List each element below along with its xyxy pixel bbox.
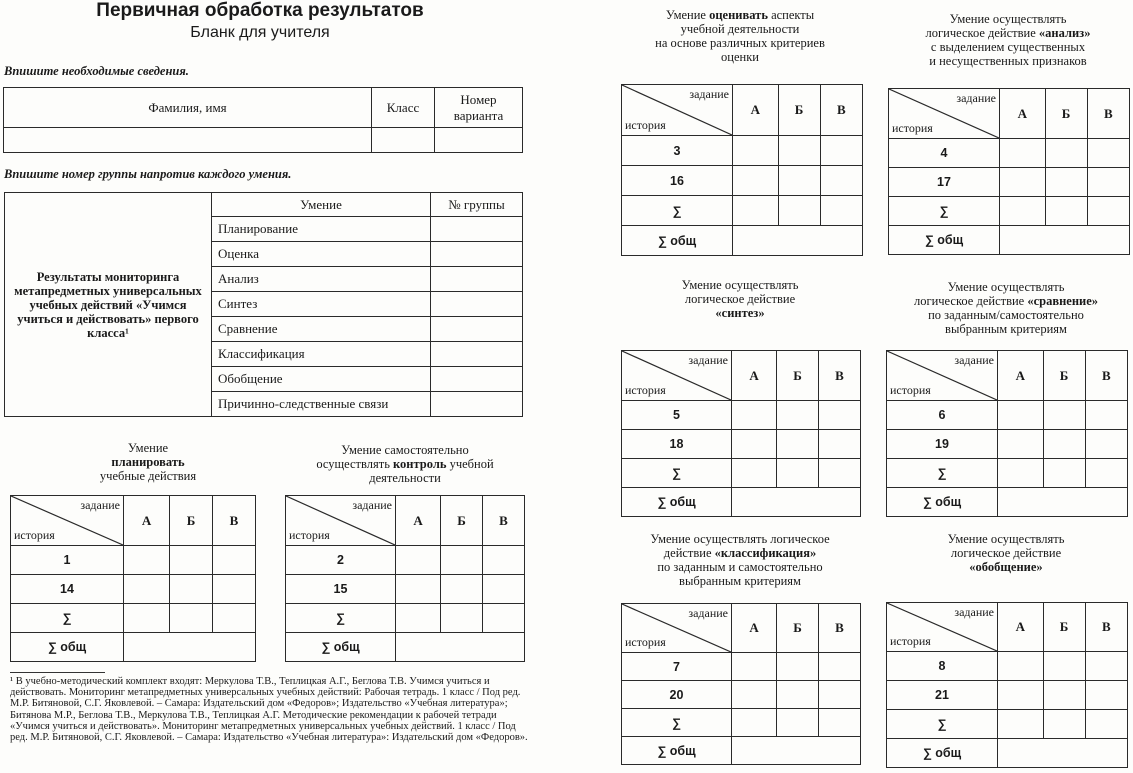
group-input[interactable] <box>431 217 523 242</box>
story-number: 5 <box>622 401 732 430</box>
score-cell[interactable] <box>170 575 213 604</box>
story-label: история <box>625 635 666 649</box>
diagonal-header <box>11 496 124 546</box>
skill-name: Планирование <box>212 217 431 242</box>
score-cell[interactable] <box>733 196 779 226</box>
total-row-label: ∑ общ <box>622 737 732 765</box>
story-number: 18 <box>622 430 732 459</box>
group-input[interactable] <box>431 342 523 367</box>
score-cell[interactable] <box>441 546 483 575</box>
diagonal-header <box>286 496 396 546</box>
skill-block-caption: Умение осуществлять логическое действие «анализ» с выделением существенных и несущественных признаков <box>925 12 1091 68</box>
sum-row-label: ∑ <box>887 710 998 739</box>
task-column-header: А <box>1000 89 1046 139</box>
score-cell[interactable] <box>732 709 777 737</box>
score-cell[interactable] <box>998 652 1044 681</box>
total-cell[interactable] <box>124 633 256 662</box>
score-table <box>621 84 863 256</box>
total-row-label: ∑ общ <box>887 739 998 768</box>
story-number: 4 <box>889 139 1000 168</box>
total-row-label: ∑ общ <box>11 633 124 662</box>
sum-row-label: ∑ <box>622 709 732 737</box>
skill-name: Оценка <box>212 242 431 267</box>
skill-block-caption: Умение осуществлять логическое действие «сравнение» по заданным/самостоятельно выбранным критериям <box>913 280 1099 336</box>
score-cell[interactable] <box>818 681 860 709</box>
total-cell[interactable] <box>396 633 525 662</box>
score-cell[interactable] <box>396 546 441 575</box>
score-cell[interactable] <box>820 136 862 166</box>
score-table <box>285 495 525 662</box>
score-cell[interactable] <box>170 546 213 575</box>
score-cell[interactable] <box>124 546 170 575</box>
page-title: Первичная обработка результатов <box>96 0 424 21</box>
score-cell[interactable] <box>441 604 483 633</box>
score-cell[interactable] <box>1000 139 1046 168</box>
task-label: задание <box>688 606 728 620</box>
score-table <box>886 602 1128 768</box>
score-cell[interactable] <box>1043 710 1085 739</box>
score-cell[interactable] <box>124 604 170 633</box>
skill-name: Синтез <box>212 292 431 317</box>
diagonal-header <box>887 351 998 401</box>
score-cell[interactable] <box>732 401 777 430</box>
task-column-header: В <box>1087 89 1129 139</box>
score-cell[interactable] <box>482 546 524 575</box>
skill-block-caption: Умение осуществлять логическое действие «синтез» <box>681 278 799 320</box>
score-cell[interactable] <box>1043 652 1085 681</box>
skill-name: Причинно-следственные связи <box>212 392 431 417</box>
total-row-label: ∑ общ <box>889 226 1000 255</box>
story-number: 3 <box>622 136 733 166</box>
score-cell[interactable] <box>482 604 524 633</box>
score-cell[interactable] <box>482 575 524 604</box>
task-column-header: А <box>998 603 1044 652</box>
score-cell[interactable] <box>777 401 819 430</box>
score-cell[interactable] <box>732 430 777 459</box>
group-col-header: № группы <box>431 193 523 217</box>
score-cell[interactable] <box>777 459 819 488</box>
score-cell[interactable] <box>1000 168 1046 197</box>
page-subtitle: Бланк для учителя <box>190 24 330 41</box>
score-cell[interactable] <box>1043 401 1085 430</box>
story-number: 14 <box>11 575 124 604</box>
story-label: история <box>289 528 330 542</box>
score-cell[interactable] <box>733 166 779 196</box>
score-cell[interactable] <box>732 681 777 709</box>
score-table <box>10 495 256 662</box>
score-cell[interactable] <box>777 653 819 681</box>
score-cell[interactable] <box>124 575 170 604</box>
group-input[interactable] <box>431 392 523 417</box>
score-cell[interactable] <box>998 401 1044 430</box>
score-cell[interactable] <box>777 709 819 737</box>
groups-instruction: Впишите номер группы напротив каждого умения. <box>4 167 292 181</box>
score-cell[interactable] <box>818 459 860 488</box>
score-cell[interactable] <box>1085 681 1127 710</box>
task-column-header: А <box>732 351 777 401</box>
sum-row-label: ∑ <box>622 459 732 488</box>
story-label: история <box>14 528 55 542</box>
score-cell[interactable] <box>820 166 862 196</box>
task-label: задание <box>689 87 729 101</box>
sum-row-label: ∑ <box>622 196 733 226</box>
task-column-header: Б <box>1043 351 1085 401</box>
score-table <box>888 88 1130 255</box>
score-cell[interactable] <box>777 681 819 709</box>
task-label: задание <box>80 498 120 512</box>
total-cell[interactable] <box>732 488 861 517</box>
score-cell[interactable] <box>1043 459 1085 488</box>
footnote: ¹ В учебно-методический комплект входят: Меркулова Т.В., Теплицкая А.Г., Беглова Т.В. Учимся учиться и действовать. Мониторинг метапредметных универсальных учебных действий: Рабочая тетрадь. 1 класс / Под ред. М.Р. Битяновой, С.Г. Яковлевой. – Самара: Издательский дом «Федоров»; Издательство «Учебная литература»; Битянова М.Р., Беглова Т.В., Меркулова Т.В., Теплицкая А.Г. Методические рекомендации к рабочей тетради «Учимся учиться и действовать». Мониторинг метапредметных универсальных учебных действий. 1 класс / Под ред. М.Р. Битяновой, С.Г. Яковлевой. – Самара: Издательство «Учебная литература»: Издательский дом «Федоров». <box>10 676 528 744</box>
variant-field[interactable] <box>435 128 523 153</box>
task-label: задание <box>688 353 728 367</box>
total-cell[interactable] <box>1000 226 1130 255</box>
score-cell[interactable] <box>1045 197 1087 226</box>
task-column-header: В <box>1085 351 1127 401</box>
group-input[interactable] <box>431 317 523 342</box>
task-column-header: В <box>212 496 255 546</box>
group-input[interactable] <box>431 292 523 317</box>
class-header: Класс <box>372 88 435 128</box>
score-cell[interactable] <box>998 430 1044 459</box>
score-cell[interactable] <box>1045 168 1087 197</box>
diagonal-header <box>622 351 732 401</box>
score-table <box>886 350 1128 517</box>
name-header: Фамилия, имя <box>4 88 372 128</box>
story-number: 1 <box>11 546 124 575</box>
name-field[interactable] <box>4 128 372 153</box>
score-cell[interactable] <box>396 575 441 604</box>
diagonal-header <box>622 85 733 136</box>
info-instruction: Впишите необходимые сведения. <box>4 64 189 78</box>
score-cell[interactable] <box>1087 197 1129 226</box>
group-input[interactable] <box>431 367 523 392</box>
task-column-header: Б <box>1043 603 1085 652</box>
task-column-header: Б <box>778 85 820 136</box>
diagonal-header <box>622 604 732 653</box>
score-cell[interactable] <box>1087 139 1129 168</box>
task-label: задание <box>954 353 994 367</box>
task-column-header: А <box>732 604 777 653</box>
skill-name: Анализ <box>212 267 431 292</box>
task-column-header: А <box>396 496 441 546</box>
info-table <box>3 87 523 153</box>
score-cell[interactable] <box>778 136 820 166</box>
score-cell[interactable] <box>732 653 777 681</box>
task-label: задание <box>352 498 392 512</box>
score-cell[interactable] <box>396 604 441 633</box>
score-cell[interactable] <box>777 430 819 459</box>
sum-row-label: ∑ <box>286 604 396 633</box>
skill-block-caption: Умение планировать учебные действия <box>99 441 197 483</box>
total-cell[interactable] <box>732 737 861 765</box>
task-column-header: В <box>820 85 862 136</box>
score-cell[interactable] <box>1045 139 1087 168</box>
score-cell[interactable] <box>1085 710 1127 739</box>
score-cell[interactable] <box>1000 197 1046 226</box>
story-number: 7 <box>622 653 732 681</box>
sum-row-label: ∑ <box>887 459 998 488</box>
total-cell[interactable] <box>998 739 1128 768</box>
task-column-header: А <box>124 496 170 546</box>
story-label: история <box>625 383 666 397</box>
story-number: 6 <box>887 401 998 430</box>
task-column-header: Б <box>1045 89 1087 139</box>
story-number: 8 <box>887 652 998 681</box>
total-cell[interactable] <box>998 488 1128 517</box>
task-column-header: В <box>818 604 860 653</box>
score-cell[interactable] <box>998 710 1044 739</box>
score-cell[interactable] <box>1043 681 1085 710</box>
score-cell[interactable] <box>441 575 483 604</box>
score-cell[interactable] <box>820 196 862 226</box>
footnote-divider <box>10 672 105 673</box>
task-column-header: А <box>733 85 779 136</box>
score-cell[interactable] <box>1043 430 1085 459</box>
group-input[interactable] <box>431 267 523 292</box>
task-column-header: В <box>1085 603 1127 652</box>
story-number: 2 <box>286 546 396 575</box>
sum-row-label: ∑ <box>11 604 124 633</box>
score-cell[interactable] <box>1087 168 1129 197</box>
total-row-label: ∑ общ <box>887 488 998 517</box>
score-cell[interactable] <box>818 401 860 430</box>
skills-table <box>4 192 523 417</box>
task-column-header: Б <box>170 496 213 546</box>
total-row-label: ∑ общ <box>622 226 733 256</box>
score-cell[interactable] <box>998 681 1044 710</box>
score-cell[interactable] <box>818 653 860 681</box>
variant-header: Номер варианта <box>435 88 523 128</box>
class-field[interactable] <box>372 128 435 153</box>
skill-block-caption: Умение осуществлять логическое действие «классификация» по заданным и самостоятельно выбранным критериям <box>650 532 830 588</box>
story-label: история <box>890 383 931 397</box>
score-cell[interactable] <box>1085 401 1127 430</box>
score-cell[interactable] <box>733 136 779 166</box>
story-label: история <box>890 634 931 648</box>
task-column-header: Б <box>441 496 483 546</box>
sum-row-label: ∑ <box>889 197 1000 226</box>
task-column-header: В <box>482 496 524 546</box>
score-cell[interactable] <box>818 430 860 459</box>
story-number: 17 <box>889 168 1000 197</box>
story-label: история <box>892 121 933 135</box>
task-column-header: Б <box>777 604 819 653</box>
monitoring-lead: Результаты мониторинга метапредметных универсальных учебных действий «Учимся учиться и действовать» первого класса¹ <box>5 193 212 417</box>
skill-col-header: Умение <box>212 193 431 217</box>
score-cell[interactable] <box>732 459 777 488</box>
skill-name: Обобщение <box>212 367 431 392</box>
score-cell[interactable] <box>1085 430 1127 459</box>
score-cell[interactable] <box>998 459 1044 488</box>
total-row-label: ∑ общ <box>286 633 396 662</box>
score-cell[interactable] <box>212 604 255 633</box>
score-cell[interactable] <box>1085 459 1127 488</box>
skill-name: Сравнение <box>212 317 431 342</box>
total-row-label: ∑ общ <box>622 488 732 517</box>
task-label: задание <box>956 91 996 105</box>
skill-block-caption: Умение оценивать аспекты учебной деятельности на основе различных критериев оценки <box>655 8 825 64</box>
story-number: 20 <box>622 681 732 709</box>
score-cell[interactable] <box>818 709 860 737</box>
story-number: 16 <box>622 166 733 196</box>
total-cell[interactable] <box>733 226 863 256</box>
task-label: задание <box>954 605 994 619</box>
diagonal-header <box>889 89 1000 139</box>
skill-name: Классификация <box>212 342 431 367</box>
story-label: история <box>625 118 666 132</box>
score-table <box>621 350 861 517</box>
skill-block-caption: Умение самостоятельно осуществлять контроль учебной деятельности <box>316 443 494 485</box>
score-table <box>621 603 861 765</box>
story-number: 19 <box>887 430 998 459</box>
score-cell[interactable] <box>1085 652 1127 681</box>
task-column-header: В <box>818 351 860 401</box>
score-cell[interactable] <box>778 196 820 226</box>
story-number: 15 <box>286 575 396 604</box>
score-cell[interactable] <box>778 166 820 196</box>
score-cell[interactable] <box>170 604 213 633</box>
skill-block-caption: Умение осуществлять логическое действие «обобщение» <box>947 532 1065 574</box>
score-cell[interactable] <box>212 546 255 575</box>
group-input[interactable] <box>431 242 523 267</box>
score-cell[interactable] <box>212 575 255 604</box>
task-column-header: Б <box>777 351 819 401</box>
task-column-header: А <box>998 351 1044 401</box>
diagonal-header <box>887 603 998 652</box>
story-number: 21 <box>887 681 998 710</box>
